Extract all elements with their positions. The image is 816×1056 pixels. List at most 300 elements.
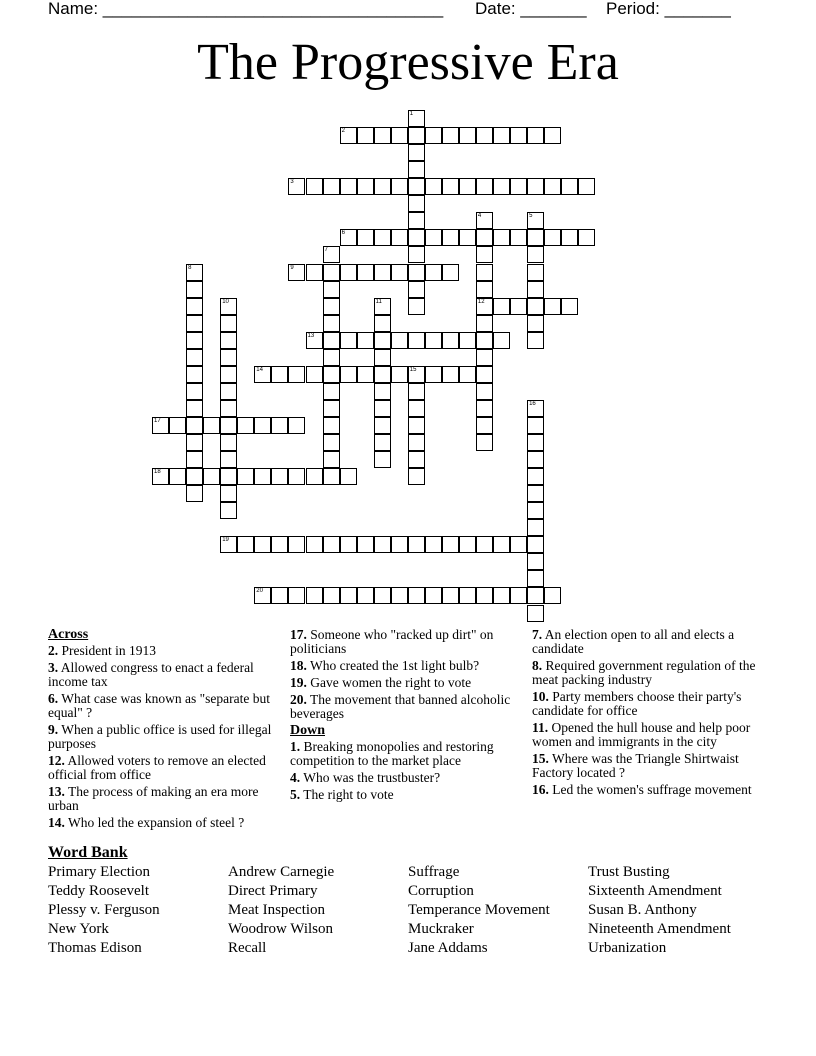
crossword-cell[interactable] (476, 349, 493, 366)
crossword-cell[interactable] (323, 315, 340, 332)
crossword-cell[interactable] (374, 587, 391, 604)
crossword-cell[interactable] (527, 451, 544, 468)
crossword-cell[interactable] (544, 587, 561, 604)
crossword-cell[interactable] (306, 178, 323, 195)
crossword-cell[interactable] (323, 349, 340, 366)
crossword-cell[interactable] (544, 127, 561, 144)
clue-across-12: 12. Allowed voters to remove an elected official from office (48, 753, 266, 782)
clue-across-9: 9. When a public office is used for illegal purposes (48, 722, 272, 751)
crossword-cell[interactable] (476, 229, 493, 246)
crossword-cell[interactable] (288, 264, 305, 281)
crossword-cell[interactable] (510, 536, 527, 553)
crossword-cell[interactable] (357, 366, 374, 383)
crossword-cell[interactable] (340, 587, 357, 604)
word-bank-item: Woodrow Wilson (228, 921, 333, 937)
crossword-cell[interactable] (527, 417, 544, 434)
word-bank-item: Andrew Carnegie (228, 864, 335, 880)
crossword-cell[interactable] (357, 229, 374, 246)
clue-across-17: 17. Someone who "racked up dirt" on politicians (290, 627, 494, 656)
clues-column-3 (532, 628, 764, 800)
crossword-cell[interactable] (374, 298, 391, 315)
crossword-cell[interactable] (510, 298, 527, 315)
crossword-cell[interactable] (476, 400, 493, 417)
crossword-cell[interactable] (442, 264, 459, 281)
crossword-cell[interactable] (408, 536, 425, 553)
crossword-cell[interactable] (408, 451, 425, 468)
clue-across-6: 6. What case was known as "separate but equal" ? (48, 691, 270, 720)
crossword-cell[interactable] (254, 536, 271, 553)
crossword-cell[interactable] (374, 383, 391, 400)
clue-number: 3 (290, 179, 294, 186)
crossword-cell[interactable] (425, 178, 442, 195)
crossword-cell[interactable] (408, 468, 425, 485)
crossword-cell[interactable] (408, 383, 425, 400)
clue-down-16: 16. Led the women's suffrage movement (532, 782, 752, 797)
clue-number: 18 (154, 469, 161, 476)
crossword-cell[interactable] (374, 434, 391, 451)
crossword-cell[interactable] (408, 144, 425, 161)
crossword-cell[interactable] (459, 332, 476, 349)
word-bank-item: New York (48, 921, 109, 937)
crossword-cell[interactable] (459, 229, 476, 246)
crossword-cell[interactable] (442, 229, 459, 246)
word-bank-item: Jane Addams (408, 940, 488, 956)
crossword-cell[interactable] (544, 229, 561, 246)
crossword-cell[interactable] (237, 536, 254, 553)
word-bank-item: Urbanization (588, 940, 667, 956)
crossword-cell[interactable] (527, 468, 544, 485)
clue-number: 7 (324, 247, 328, 254)
crossword-cell[interactable] (288, 178, 305, 195)
crossword-cell[interactable] (476, 298, 493, 315)
crossword-cell[interactable] (237, 468, 254, 485)
crossword-cell[interactable] (220, 400, 237, 417)
clues-column-2 (290, 628, 520, 805)
crossword-cell[interactable] (220, 502, 237, 519)
crossword-cell[interactable] (374, 178, 391, 195)
crossword-cell[interactable] (476, 587, 493, 604)
crossword-cell[interactable] (323, 468, 340, 485)
crossword-cell[interactable] (561, 298, 578, 315)
crossword-cell[interactable] (442, 366, 459, 383)
crossword-cell[interactable] (186, 315, 203, 332)
clue-down-8: 8. Required government regulation of the meat packing industry (532, 658, 756, 687)
crossword-cell[interactable] (493, 587, 510, 604)
clue-down-7: 7. An election open to all and elects a candidate (532, 627, 735, 656)
word-bank-item: Suffrage (408, 864, 460, 880)
crossword-cell[interactable] (306, 332, 323, 349)
clue-across-18: 18. Who created the 1st light bulb? (290, 658, 480, 673)
crossword-cell[interactable] (459, 536, 476, 553)
crossword-cell[interactable] (323, 178, 340, 195)
crossword-cell[interactable] (527, 229, 544, 246)
crossword-cell[interactable] (186, 264, 203, 281)
clue-down-11: 11. Opened the hull house and help poor women and immigrants in the city (532, 720, 751, 749)
crossword-cell[interactable] (527, 553, 544, 570)
crossword-cell[interactable] (237, 417, 254, 434)
crossword-cell[interactable] (391, 332, 408, 349)
crossword-cell[interactable] (476, 315, 493, 332)
clue-number: 11 (375, 298, 382, 305)
clue-across-2: 2. President in 1913 (48, 643, 156, 658)
clue-number: 19 (222, 537, 229, 544)
crossword-cell[interactable] (391, 536, 408, 553)
crossword-cell[interactable] (220, 315, 237, 332)
crossword-cell[interactable] (408, 178, 425, 195)
crossword-cell[interactable] (306, 468, 323, 485)
crossword-cell[interactable] (391, 127, 408, 144)
crossword-cell[interactable] (391, 178, 408, 195)
crossword-cell[interactable] (254, 587, 271, 604)
crossword-cell[interactable] (357, 536, 374, 553)
crossword-cell[interactable] (476, 264, 493, 281)
crossword-cell[interactable] (288, 366, 305, 383)
clue-number: 4 (477, 213, 482, 220)
crossword-cell[interactable] (442, 536, 459, 553)
crossword-cell[interactable] (186, 349, 203, 366)
word-bank-item: Muckraker (408, 921, 474, 937)
word-bank-item: Corruption (408, 883, 474, 899)
crossword-cell[interactable] (374, 349, 391, 366)
crossword-cell[interactable] (271, 536, 288, 553)
down-heading: Down (290, 723, 326, 738)
crossword-cell[interactable] (323, 434, 340, 451)
crossword-cell[interactable] (425, 264, 442, 281)
crossword-cell[interactable] (357, 178, 374, 195)
clue-number: 17 (154, 417, 161, 424)
crossword-cell[interactable] (459, 178, 476, 195)
word-bank-item: Meat Inspection (228, 902, 326, 918)
crossword-cell[interactable] (476, 332, 493, 349)
crossword-cell[interactable] (254, 366, 271, 383)
page-title: The Progressive Era (197, 34, 619, 91)
clue-number: 20 (256, 588, 263, 595)
crossword-cell[interactable] (374, 451, 391, 468)
crossword-cell[interactable] (425, 536, 442, 553)
word-bank-column-2 (228, 863, 334, 958)
crossword-cell[interactable] (527, 485, 544, 502)
crossword-cell[interactable] (220, 417, 237, 434)
crossword-cell[interactable] (374, 332, 391, 349)
clue-number: 16 (529, 400, 536, 407)
crossword-cell[interactable] (288, 417, 305, 434)
crossword-cell[interactable] (152, 417, 169, 434)
crossword-cell[interactable] (220, 349, 237, 366)
crossword-cell[interactable] (408, 246, 425, 263)
crossword-cell[interactable] (527, 434, 544, 451)
crossword-cell[interactable] (527, 502, 544, 519)
crossword-cell[interactable] (374, 264, 391, 281)
crossword-cell[interactable] (425, 332, 442, 349)
word-bank-column-3 (408, 863, 550, 958)
crossword-cell[interactable] (527, 605, 544, 622)
crossword-cell[interactable] (476, 127, 493, 144)
word-bank-item: Temperance Movement (408, 902, 550, 918)
word-bank-column-1 (48, 863, 160, 958)
crossword-cell[interactable] (476, 434, 493, 451)
crossword-cell[interactable] (408, 332, 425, 349)
clue-down-1: 1. Breaking monopolies and restoring competition to the market place (290, 739, 494, 768)
crossword-cell[interactable] (527, 536, 544, 553)
crossword-cell[interactable] (220, 298, 237, 315)
name-field-label: Name: ____________________________________ (48, 0, 444, 18)
clue-across-14: 14. Who led the expansion of steel ? (48, 815, 245, 830)
clue-down-15: 15. Where was the Triangle Shirtwaist Factory located ? (532, 751, 739, 780)
crossword-cell[interactable] (340, 178, 357, 195)
crossword-cell[interactable] (527, 519, 544, 536)
crossword-cell[interactable] (527, 281, 544, 298)
crossword-cell[interactable] (459, 127, 476, 144)
clue-across-20: 20. The movement that banned alcoholic beverages (290, 692, 511, 721)
clue-across-3: 3. Allowed congress to enact a federal income tax (48, 660, 254, 689)
crossword-cell[interactable] (186, 451, 203, 468)
crossword-cell[interactable] (510, 127, 527, 144)
crossword-cell[interactable] (186, 417, 203, 434)
clues-column-1 (48, 628, 280, 833)
crossword-cell[interactable] (391, 229, 408, 246)
crossword-cell[interactable] (374, 366, 391, 383)
crossword-cell[interactable] (561, 178, 578, 195)
crossword-cell[interactable] (408, 587, 425, 604)
crossword-cell[interactable] (527, 246, 544, 263)
clue-number: 10 (222, 298, 229, 305)
crossword-cell[interactable] (408, 298, 425, 315)
crossword-cell[interactable] (203, 468, 220, 485)
crossword-cell[interactable] (374, 315, 391, 332)
clue-number: 9 (290, 264, 294, 271)
crossword-cell[interactable] (408, 434, 425, 451)
crossword-cell[interactable] (340, 229, 357, 246)
crossword-cell[interactable] (288, 536, 305, 553)
crossword-cell[interactable] (306, 366, 323, 383)
clue-down-5: 5. The right to vote (290, 787, 394, 802)
crossword-cell[interactable] (186, 383, 203, 400)
crossword-cell[interactable] (306, 587, 323, 604)
crossword-cell[interactable] (391, 264, 408, 281)
crossword-cell[interactable] (323, 332, 340, 349)
crossword-cell[interactable] (323, 246, 340, 263)
crossword-cell[interactable] (493, 536, 510, 553)
word-bank-item: Teddy Roosevelt (48, 883, 150, 899)
crossword-cell[interactable] (340, 366, 357, 383)
crossword-cell[interactable] (323, 587, 340, 604)
crossword-cell[interactable] (203, 417, 220, 434)
clue-across-13: 13. The process of making an era more urban (48, 784, 259, 813)
crossword-cell[interactable] (493, 127, 510, 144)
word-bank-item: Susan B. Anthony (588, 902, 697, 918)
clue-number: 1 (409, 111, 414, 117)
crossword-cell[interactable] (527, 127, 544, 144)
crossword-cell[interactable] (357, 264, 374, 281)
crossword-cell[interactable] (220, 366, 237, 383)
crossword-cell[interactable] (169, 417, 186, 434)
crossword-cell[interactable] (527, 178, 544, 195)
crossword-cell[interactable] (408, 229, 425, 246)
clue-number: 14 (256, 366, 263, 373)
crossword-cell[interactable] (323, 264, 340, 281)
clue-down-10: 10. Party members choose their party's candidate for office (532, 689, 742, 718)
crossword-cell[interactable] (220, 485, 237, 502)
period-field-label: Period: _______ (606, 0, 731, 18)
crossword-cell[interactable] (323, 400, 340, 417)
crossword-cell[interactable] (476, 366, 493, 383)
crossword-cell[interactable] (220, 451, 237, 468)
crossword-cell[interactable] (442, 178, 459, 195)
crossword-cell[interactable] (510, 587, 527, 604)
crossword-cell[interactable] (578, 229, 595, 246)
crossword-cell[interactable] (476, 536, 493, 553)
crossword-cell[interactable] (271, 417, 288, 434)
crossword-cell[interactable] (476, 212, 493, 229)
crossword-cell[interactable] (459, 366, 476, 383)
crossword-cell[interactable] (425, 366, 442, 383)
clue-down-4: 4. Who was the trustbuster? (290, 770, 441, 785)
crossword-cell[interactable] (476, 246, 493, 263)
crossword-cell[interactable] (323, 366, 340, 383)
crossword-cell[interactable] (374, 229, 391, 246)
crossword-cell[interactable] (306, 536, 323, 553)
word-bank-item: Nineteenth Amendment (588, 921, 731, 937)
crossword-cell[interactable] (186, 468, 203, 485)
crossword-cell[interactable] (544, 298, 561, 315)
crossword-cell[interactable] (527, 332, 544, 349)
crossword-cell[interactable] (323, 536, 340, 553)
crossword-cell[interactable] (459, 587, 476, 604)
crossword-cell[interactable] (561, 229, 578, 246)
crossword-cell[interactable] (408, 281, 425, 298)
crossword-cell[interactable] (220, 468, 237, 485)
crossword-cell[interactable] (425, 587, 442, 604)
clue-number: 6 (341, 230, 345, 237)
crossword-cell[interactable] (408, 264, 425, 281)
crossword-cell[interactable] (220, 383, 237, 400)
crossword-cell[interactable] (408, 195, 425, 212)
crossword-cell[interactable] (340, 332, 357, 349)
crossword-cell[interactable] (476, 383, 493, 400)
crossword-cell[interactable] (288, 587, 305, 604)
crossword-cell[interactable] (186, 400, 203, 417)
crossword-cell[interactable] (220, 332, 237, 349)
crossword-cell[interactable] (357, 127, 374, 144)
crossword-cell[interactable] (442, 127, 459, 144)
clue-number: 8 (188, 264, 192, 271)
crossword-cell[interactable] (442, 332, 459, 349)
crossword-cell[interactable] (391, 366, 408, 383)
crossword-cell[interactable] (425, 229, 442, 246)
word-bank-item: Recall (228, 940, 267, 956)
clue-number: 5 (529, 213, 533, 220)
crossword-cell[interactable] (374, 536, 391, 553)
crossword-cell[interactable] (527, 400, 544, 417)
crossword-cell[interactable] (271, 587, 288, 604)
crossword-cell[interactable] (186, 281, 203, 298)
crossword-cell[interactable] (323, 298, 340, 315)
crossword-cell[interactable] (476, 178, 493, 195)
crossword-cell[interactable] (186, 485, 203, 502)
clue-number: 2 (341, 128, 345, 134)
crossword-cell[interactable] (527, 212, 544, 229)
crossword-cell[interactable] (374, 400, 391, 417)
crossword-cell[interactable] (476, 281, 493, 298)
crossword-cell[interactable] (169, 468, 186, 485)
crossword-cell[interactable] (306, 264, 323, 281)
crossword-cell[interactable] (408, 110, 425, 127)
crossword-cell[interactable] (186, 332, 203, 349)
word-bank-column-4 (588, 863, 731, 958)
crossword-cell[interactable] (476, 417, 493, 434)
crossword-cell[interactable] (340, 264, 357, 281)
crossword-cell[interactable] (510, 229, 527, 246)
crossword-cell[interactable] (408, 366, 425, 383)
crossword-cell[interactable] (374, 417, 391, 434)
crossword-cell[interactable] (425, 127, 442, 144)
crossword-cell[interactable] (527, 264, 544, 281)
clue-across-19: 19. Gave women the right to vote (290, 675, 472, 690)
crossword-cell[interactable] (408, 127, 425, 144)
crossword-cell[interactable] (408, 161, 425, 178)
crossword-cell[interactable] (186, 434, 203, 451)
crossword-cell[interactable] (271, 366, 288, 383)
word-bank-item: Trust Busting (588, 864, 670, 880)
date-field-label: Date: _______ (475, 0, 587, 18)
crossword-cell[interactable] (527, 298, 544, 315)
clue-number: 13 (307, 332, 315, 339)
crossword-cell[interactable] (493, 298, 510, 315)
crossword-cell[interactable] (408, 212, 425, 229)
crossword-cell[interactable] (510, 178, 527, 195)
crossword-cell[interactable] (340, 468, 357, 485)
crossword-cell[interactable] (288, 468, 305, 485)
word-bank-item: Thomas Edison (48, 940, 142, 956)
crossword-cell[interactable] (254, 468, 271, 485)
crossword-cell[interactable] (527, 587, 544, 604)
crossword-cell[interactable] (357, 587, 374, 604)
word-bank-item: Direct Primary (228, 883, 318, 899)
crossword-cell[interactable] (340, 536, 357, 553)
crossword-cell[interactable] (408, 400, 425, 417)
crossword-cell[interactable] (493, 229, 510, 246)
crossword-cell[interactable] (493, 332, 510, 349)
word-bank-item: Sixteenth Amendment (588, 883, 722, 899)
across-heading: Across (48, 627, 89, 642)
word-bank-item: Primary Election (48, 864, 151, 880)
crossword-cell[interactable] (442, 587, 459, 604)
crossword-cell[interactable] (220, 434, 237, 451)
crossword-cell[interactable] (152, 468, 169, 485)
crossword-cell[interactable] (408, 417, 425, 434)
crossword-cell[interactable] (323, 417, 340, 434)
crossword-cell[interactable] (493, 178, 510, 195)
crossword-cell[interactable] (527, 570, 544, 587)
crossword-cell[interactable] (323, 383, 340, 400)
word-bank-heading: Word Bank (48, 844, 128, 861)
crossword-cell[interactable] (340, 127, 357, 144)
clue-number: 15 (409, 366, 417, 373)
crossword-cell[interactable] (323, 451, 340, 468)
crossword-cell[interactable] (357, 332, 374, 349)
crossword-cell[interactable] (544, 178, 561, 195)
crossword-cell[interactable] (186, 298, 203, 315)
crossword-cell[interactable] (220, 536, 237, 553)
crossword-cell[interactable] (578, 178, 595, 195)
crossword-cell[interactable] (186, 366, 203, 383)
crossword-cell[interactable] (271, 468, 288, 485)
crossword-cell[interactable] (323, 281, 340, 298)
crossword-cell[interactable] (254, 417, 271, 434)
crossword-cell[interactable] (391, 587, 408, 604)
crossword-cell[interactable] (527, 315, 544, 332)
crossword-cell[interactable] (374, 127, 391, 144)
